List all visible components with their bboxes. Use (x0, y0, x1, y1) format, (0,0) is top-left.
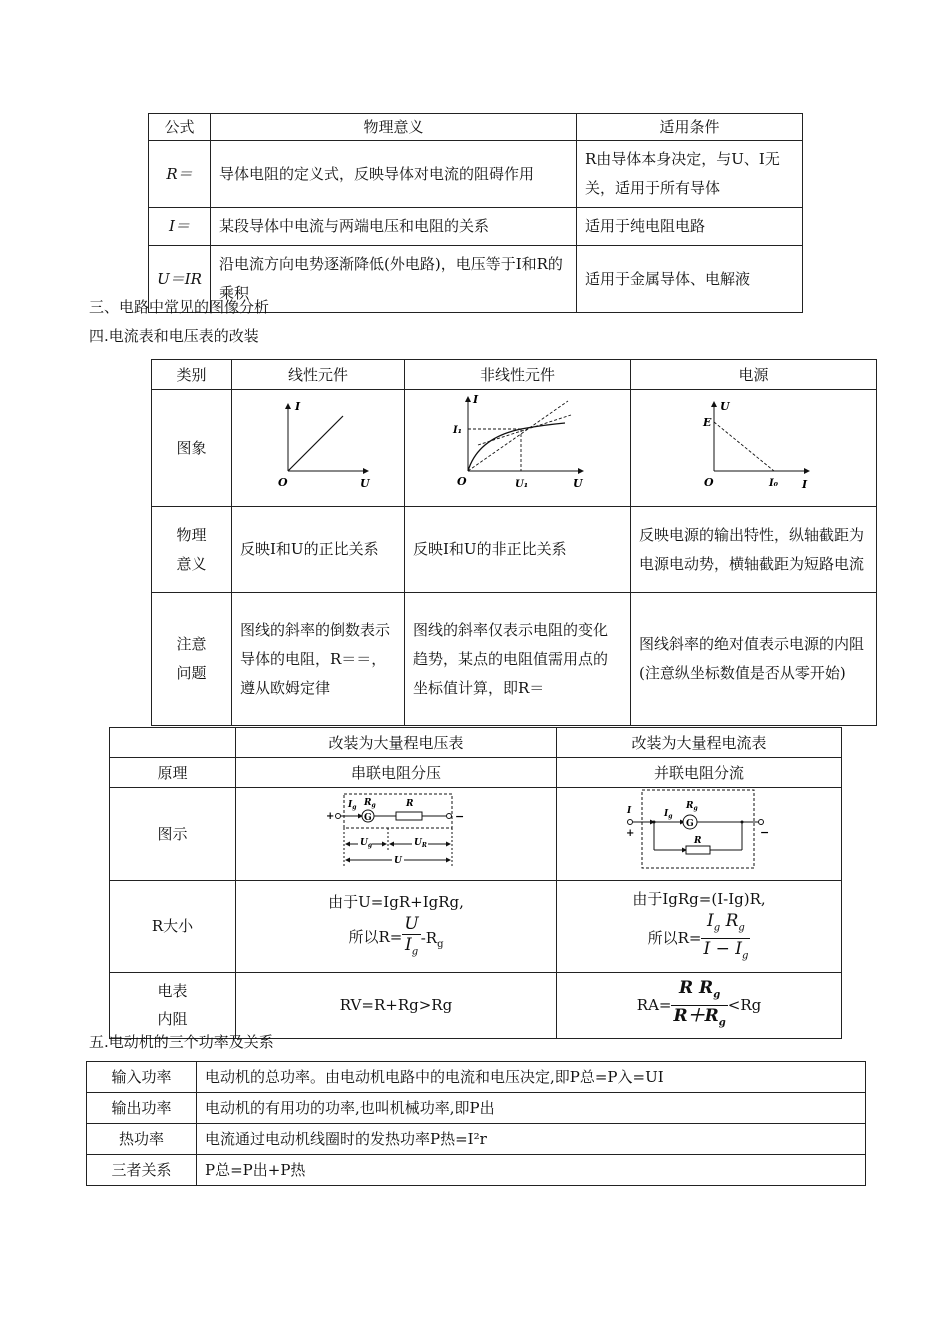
row-label-notes (152, 593, 232, 726)
voltmeter-r-formula (236, 881, 557, 973)
ammeter-principle: 并联电阻分流 (557, 758, 842, 788)
source-graph-cell (631, 390, 877, 507)
source-line (714, 422, 774, 471)
emf-label: E (702, 415, 711, 429)
i1-label: I₁ (452, 425, 462, 436)
meaning-cell: 沿电流方向电势逐渐降低(外电路)，电压等于I和R的乘积 (211, 246, 577, 313)
formula-table (148, 113, 803, 313)
voltmeter-r-line2: 所以R= $\frac{U}{I_g}$ $-R_g$ (244, 914, 548, 962)
resistor-icon (396, 812, 422, 820)
power-label: 输入功率 (87, 1062, 197, 1093)
linear-line (288, 416, 343, 471)
svg-text:G: G (686, 819, 694, 829)
formula-prefix: RA= (636, 995, 672, 1014)
linear-meaning: 反映I和U的正比关系 (232, 507, 405, 593)
formula-text: I＝ (169, 217, 190, 235)
svg-text:UR: $U_R$ (413, 838, 427, 849)
header-empty (110, 728, 236, 758)
row-label-diagram: 图示 (110, 788, 236, 881)
condition-cell: 适用于纯电阻电路 (577, 208, 803, 246)
origin-label: O (703, 475, 714, 489)
meter-box (344, 794, 452, 828)
svg-text:Ig: $I_g$ (347, 800, 356, 811)
ammeter-r-formula (557, 881, 842, 973)
y-axis-label: U (719, 399, 730, 413)
header-source: 电源 (631, 360, 877, 390)
y-axis-label: I (472, 393, 478, 406)
meter-conversion-table (109, 727, 842, 1039)
svg-text:Rg: $R_g$ (363, 798, 376, 809)
header-condition: 适用条件 (577, 114, 803, 141)
row-label-r: R大小 (110, 881, 236, 973)
formula-text: U＝IR (157, 269, 202, 288)
row-label-text: 电表内阻 (157, 982, 188, 1028)
voltmeter-internal-resistance: RV=R+Rg>Rg (236, 973, 557, 1039)
header-meaning: 物理意义 (211, 114, 577, 141)
svg-text:Ug: $U_g$ (359, 838, 372, 849)
condition-cell: R由导体本身决定，与U、I无关，适用于所有导体 (577, 141, 803, 208)
formula-cell (149, 208, 211, 246)
power-desc: 电流通过电动机线圈时的发热功率P热=I²r (197, 1124, 866, 1155)
power-desc: 电动机的有用功的功率,也叫机械功率,即P出 (197, 1093, 866, 1124)
condition-cell: 适用于金属导体、电解液 (577, 246, 803, 313)
svg-text:Ig: $I_g$ (664, 809, 673, 820)
source-ui-graph (689, 396, 819, 491)
header-voltmeter: 改装为大量程电压表 (236, 728, 557, 758)
row-label-graph: 图象 (152, 390, 232, 507)
nonlinear-notes: 图线的斜率仅表示电阻的变化趋势，某点的电阻值需用点的坐标值计算，即R＝ (405, 593, 631, 726)
formula-cell (149, 141, 211, 208)
linear-graph-cell (232, 390, 405, 507)
fraction: $\frac{I_g R_g}{I - I_g}$ (703, 910, 749, 962)
meter-box (642, 790, 754, 868)
svg-text:I: I (627, 806, 632, 816)
row-label-principle: 原理 (110, 758, 236, 788)
row-label-text: 物理意义 (176, 525, 207, 573)
x-axis-label: U (572, 477, 583, 490)
power-label: 三者关系 (87, 1155, 197, 1186)
i0-label: I₀ (768, 477, 778, 489)
fraction: $\frac{U}{I_g}$ (404, 914, 419, 958)
header-formula: 公式 (149, 114, 211, 141)
voltmeter-principle: 串联电阻分压 (236, 758, 557, 788)
power-label: 输出功率 (87, 1093, 197, 1124)
ammeter-internal-resistance (557, 973, 842, 1039)
x-axis-label: I (801, 477, 807, 491)
plus-sign: + (325, 811, 334, 822)
motor-power-table (86, 1061, 866, 1186)
ammeter-r-line1: 由于IgRg=(I-Ig)R, (632, 889, 766, 908)
linear-notes: 图线的斜率的倒数表示导体的电阻，R＝＝，遵从欧姆定律 (232, 593, 405, 726)
formula-suffix: <Rg (727, 995, 762, 1014)
fraction: $\frac{R R_g}{R+R_g}$ (673, 977, 726, 1029)
plus-sign: + (626, 828, 635, 839)
ammeter-diagram-cell (557, 788, 842, 881)
row-label-text: 注意问题 (176, 635, 207, 682)
graph-analysis-table (151, 359, 877, 726)
power-desc: P总=P出+P热 (197, 1155, 866, 1186)
voltmeter-r-line1: 由于U=IgR+IgRg, (328, 893, 464, 912)
svg-text:R: R (405, 799, 413, 809)
voltmeter-diagram-cell (236, 788, 557, 881)
minus-sign: − (454, 810, 464, 823)
header-nonlinear: 非线性元件 (405, 360, 631, 390)
power-label: 热功率 (87, 1124, 197, 1155)
meaning-cell: 某段导体中电流与两端电压和电阻的关系 (211, 208, 577, 246)
secant-line (468, 401, 568, 471)
row-label-meaning (152, 507, 232, 593)
section-heading: 三、电路中常见的图像分析 (89, 298, 270, 316)
y-axis-label: I (295, 399, 301, 413)
section-heading: 四.电流表和电压表的改装 (89, 327, 259, 345)
meaning-cell: 导体电阻的定义式，反映导体对电流的阻碍作用 (211, 141, 577, 208)
row-label-meter (110, 973, 236, 1039)
source-meaning: 反映电源的输出特性，纵轴截距为电源电动势，横轴截距为短路电流 (631, 507, 877, 593)
nonlinear-meaning: 反映I和U的非正比关系 (405, 507, 631, 593)
parallel-resistor-circuit (624, 788, 774, 870)
svg-text:R: R (694, 836, 702, 846)
svg-text:U: U (393, 856, 402, 866)
origin-label: O (456, 475, 467, 488)
power-desc: 电动机的总功率。由电动机电路中的电流和电压决定,即P总=P入=UI (197, 1062, 866, 1093)
nonlinear-curve (468, 423, 565, 471)
series-resistor-circuit (324, 790, 469, 868)
source-notes: 图线斜率的绝对值表示电源的内阻(注意纵坐标数值是否从零开始) (631, 593, 877, 726)
ammeter-r-line2 (565, 911, 833, 967)
section-heading: 五.电动机的三个功率及关系 (89, 1033, 274, 1051)
svg-text:G: G (363, 813, 372, 823)
header-linear: 线性元件 (232, 360, 405, 390)
formula-prefix: 所以R= (647, 928, 702, 947)
x-axis-label: U (360, 476, 370, 490)
svg-text:Rg: $R_g$ (686, 801, 698, 812)
resistor-icon (686, 846, 710, 854)
origin-label: O (278, 475, 288, 489)
u1-label: U₁ (514, 479, 528, 490)
header-category: 类别 (152, 360, 232, 390)
nonlinear-graph-cell (405, 390, 631, 507)
formula-text: R＝ (166, 164, 193, 183)
header-ammeter: 改装为大量程电流表 (557, 728, 842, 758)
nonlinear-iu-graph (443, 393, 593, 493)
minus-sign: − (760, 826, 770, 839)
linear-iu-graph (258, 396, 378, 491)
formula-prefix: 所以R= (348, 928, 403, 947)
